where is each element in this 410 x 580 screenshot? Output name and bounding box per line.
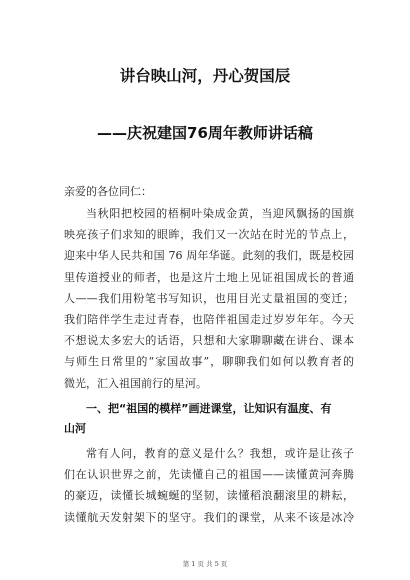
paragraph-line: 映亮孩子们求知的眼眸，我们又一次站在时光的节点上，	[64, 228, 354, 242]
paragraph-line: 与师生日常里的“家国故事”，聊聊我们如何以教育者的	[64, 355, 354, 369]
paragraph-line: 我们陪伴学生走过青春，也陪伴祖国走过岁岁年年。今天	[64, 313, 354, 327]
paragraph-line: 当秋阳把校园的梧桐叶染成金黄，当迎风飘扬的国旗	[86, 207, 354, 220]
paragraph-line: 迎来中华人民共和国 76 周年华诞。此刻的我们，既是校园	[64, 249, 354, 263]
paragraph-line: 人——我们用粉笔书写知识，也用目光丈量祖国的变迁；	[64, 291, 354, 305]
paragraph-line: 常有人问，教育的意义是什么？我想，或许是让孩子	[86, 447, 354, 460]
page-number-footer: 第 1 页 共 5 页	[182, 560, 228, 568]
salutation: 亲爱的各位同仁：	[64, 185, 152, 198]
document-subtitle: ——庆祝建国76周年教师讲话稿	[97, 124, 313, 142]
paragraph-line: 不想说太多宏大的话语，只想和大家聊聊藏在讲台、课本	[64, 334, 354, 348]
paragraph-2	[64, 443, 354, 528]
paragraph-1	[64, 203, 354, 394]
paragraph-line: 微光，汇入祖国前行的星河。	[64, 376, 207, 390]
section-heading	[64, 399, 354, 439]
paragraph-line: 读懂航天发射架下的坚守。我们的课堂，从来不该是冰冷	[64, 510, 354, 524]
section-heading-line: 一、把“祖国的模样”画进课堂，让知识有温度、有	[86, 402, 332, 415]
paragraph-line: 们在认识世界之前，先读懂自己的祖国——读懂黄河奔腾	[64, 468, 354, 482]
paragraph-line: 里传道授业的师者，也是这片土地上见证祖国成长的普通	[64, 270, 354, 284]
document-title: 讲台映山河，丹心贺国辰	[119, 67, 291, 85]
section-heading-line: 山河	[64, 422, 86, 435]
paragraph-line: 的豪迈，读懂长城蜿蜒的坚韧，读懂稻浪翻滚里的耕耘，	[64, 489, 354, 503]
